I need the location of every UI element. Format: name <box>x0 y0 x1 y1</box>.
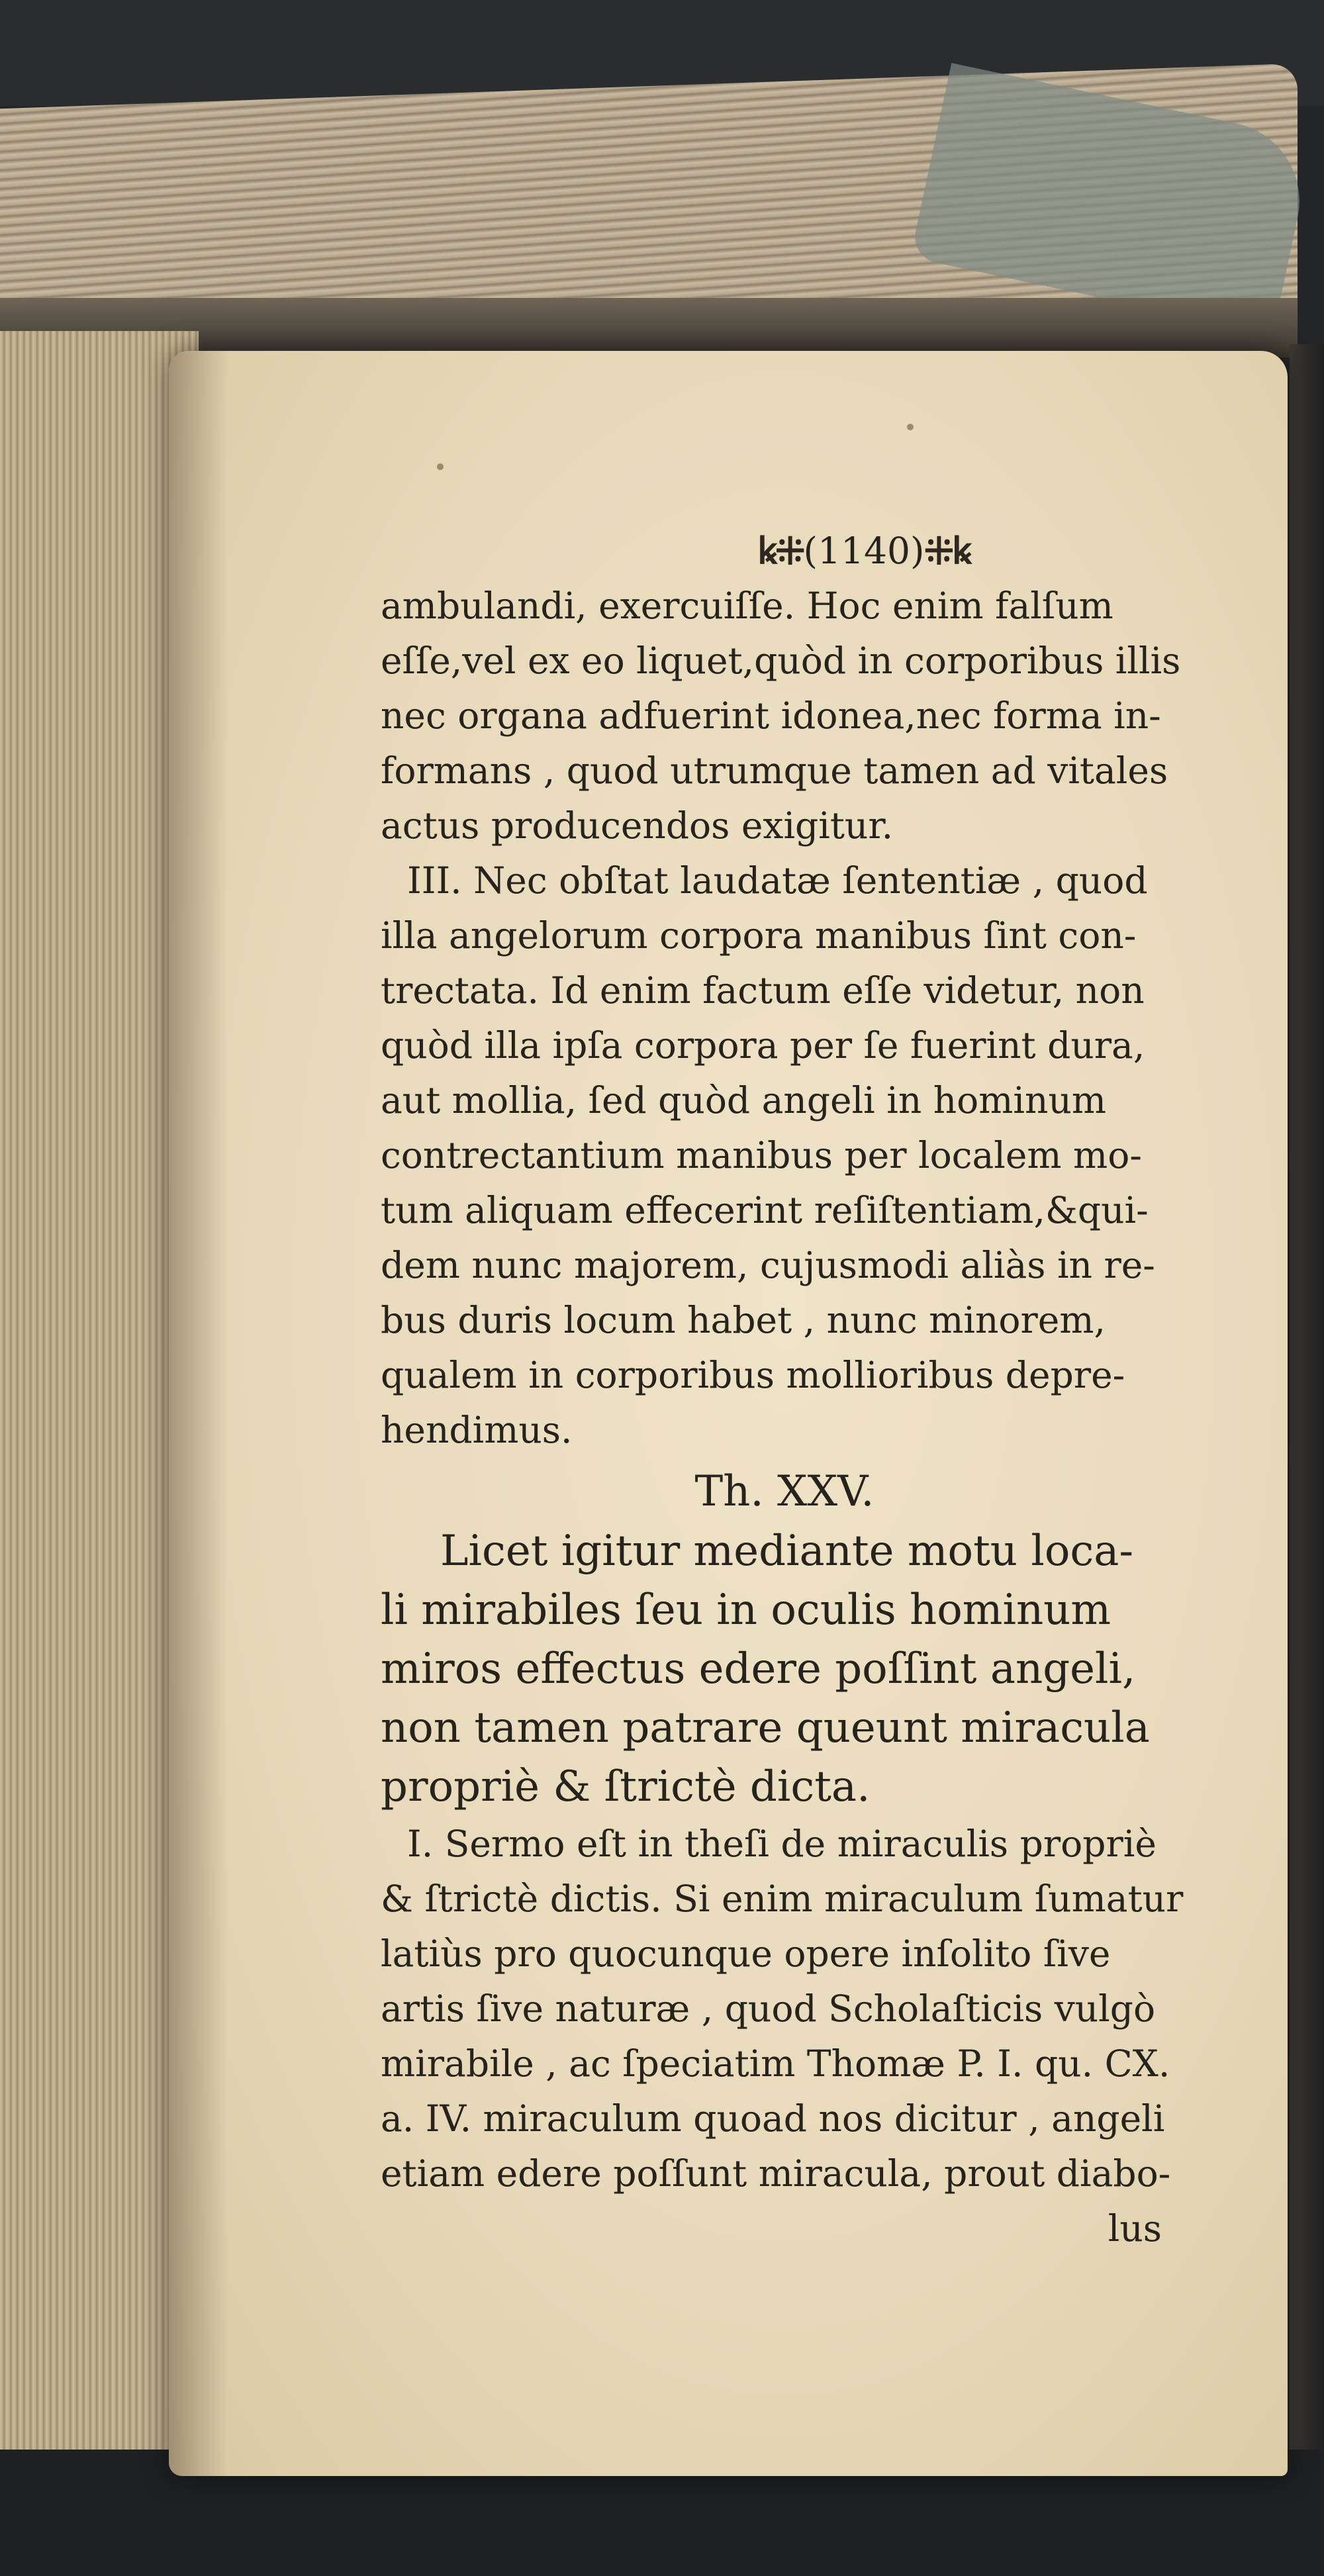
background-right <box>1290 344 1324 2483</box>
text-line: nec organa adfuerint idonea,nec forma in- <box>381 694 1161 737</box>
text-line: III. Nec obſtat laudatæ ſententiæ , quod <box>407 859 1148 902</box>
text-line: ambulandi, exercuiſſe. Hoc enim falſum <box>381 585 1113 627</box>
text-line: latiùs pro quocunque opere inſolito ſive <box>381 1932 1111 1975</box>
paper-speck <box>907 424 914 430</box>
text-line: I. Sermo eſt in theſi de miraculis propriè <box>407 1823 1157 1865</box>
text-line: li mirabiles ſeu in oculis hominum <box>381 1586 1111 1635</box>
text-line: mirabile , ac ſpeciatim Thomæ P. I. qu. CX. <box>381 2042 1170 2085</box>
header-ornament-right: ⁜ꝃ <box>924 529 970 572</box>
page-gutter-shadow <box>169 351 228 2476</box>
text-line: trectata. Id enim factum eſſe videtur, non <box>381 969 1145 1012</box>
text-line: & ſtrictè dictis. Si enim miraculum ſumatur <box>381 1878 1184 1920</box>
paragraph-1 <box>381 579 1268 853</box>
text-line: illa angelorum corpora manibus ſint con- <box>381 914 1137 957</box>
text-line: hendimus. <box>381 1409 573 1451</box>
thesis-statement <box>381 1522 1268 1817</box>
text-line: actus producendos exigitur. <box>381 804 894 847</box>
text-line: quòd illa ipſa corpora per ſe fuerint dura, <box>381 1024 1145 1067</box>
page-number: (1140) <box>803 530 925 572</box>
text-line: tum aliquam effecerint reſiſtentiam,&qui- <box>381 1189 1149 1231</box>
text-line: qualem in corporibus mollioribus depre- <box>381 1354 1125 1396</box>
paragraph-3 <box>381 1817 1268 2201</box>
text-line: artis ſive naturæ , quod Scholaſticis vulgò <box>381 1987 1156 2030</box>
paper-speck <box>437 463 444 470</box>
text-line: Licet igitur mediante motu loca- <box>440 1527 1133 1576</box>
text-line: propriè & ſtrictè dicta. <box>381 1762 871 1811</box>
text-line: dem nunc majorem, cujusmodi aliàs in re- <box>381 1244 1155 1286</box>
thesis-heading: Th. XXV. <box>694 1467 875 1516</box>
catchword: lus <box>1108 2207 1162 2250</box>
header-ornament-left: ꝃ⁜ <box>757 529 804 572</box>
paragraph-2 <box>381 853 1268 1458</box>
text-line: formans , quod utrumque tamen ad vitales <box>381 749 1168 792</box>
text-line: non tamen patrare queunt miracula <box>381 1703 1150 1752</box>
text-line: bus duris locum habet , nunc minorem, <box>381 1299 1106 1341</box>
running-header <box>381 523 1268 579</box>
text-line: eſſe,vel ex eo liquet,quòd in corporibus illis <box>381 640 1181 682</box>
text-line: miros effectus edere poſſint angeli, <box>381 1645 1136 1693</box>
text-line: etiam edere poſſunt miracula, prout diabo- <box>381 2152 1171 2195</box>
text-line: contrectantium manibus per localem mo- <box>381 1134 1142 1176</box>
text-line: aut mollia, ſed quòd angeli in hominum <box>381 1079 1107 1121</box>
text-line: a. IV. miraculum quoad nos dicitur , angeli <box>381 2097 1165 2140</box>
page-text <box>381 523 1268 2256</box>
